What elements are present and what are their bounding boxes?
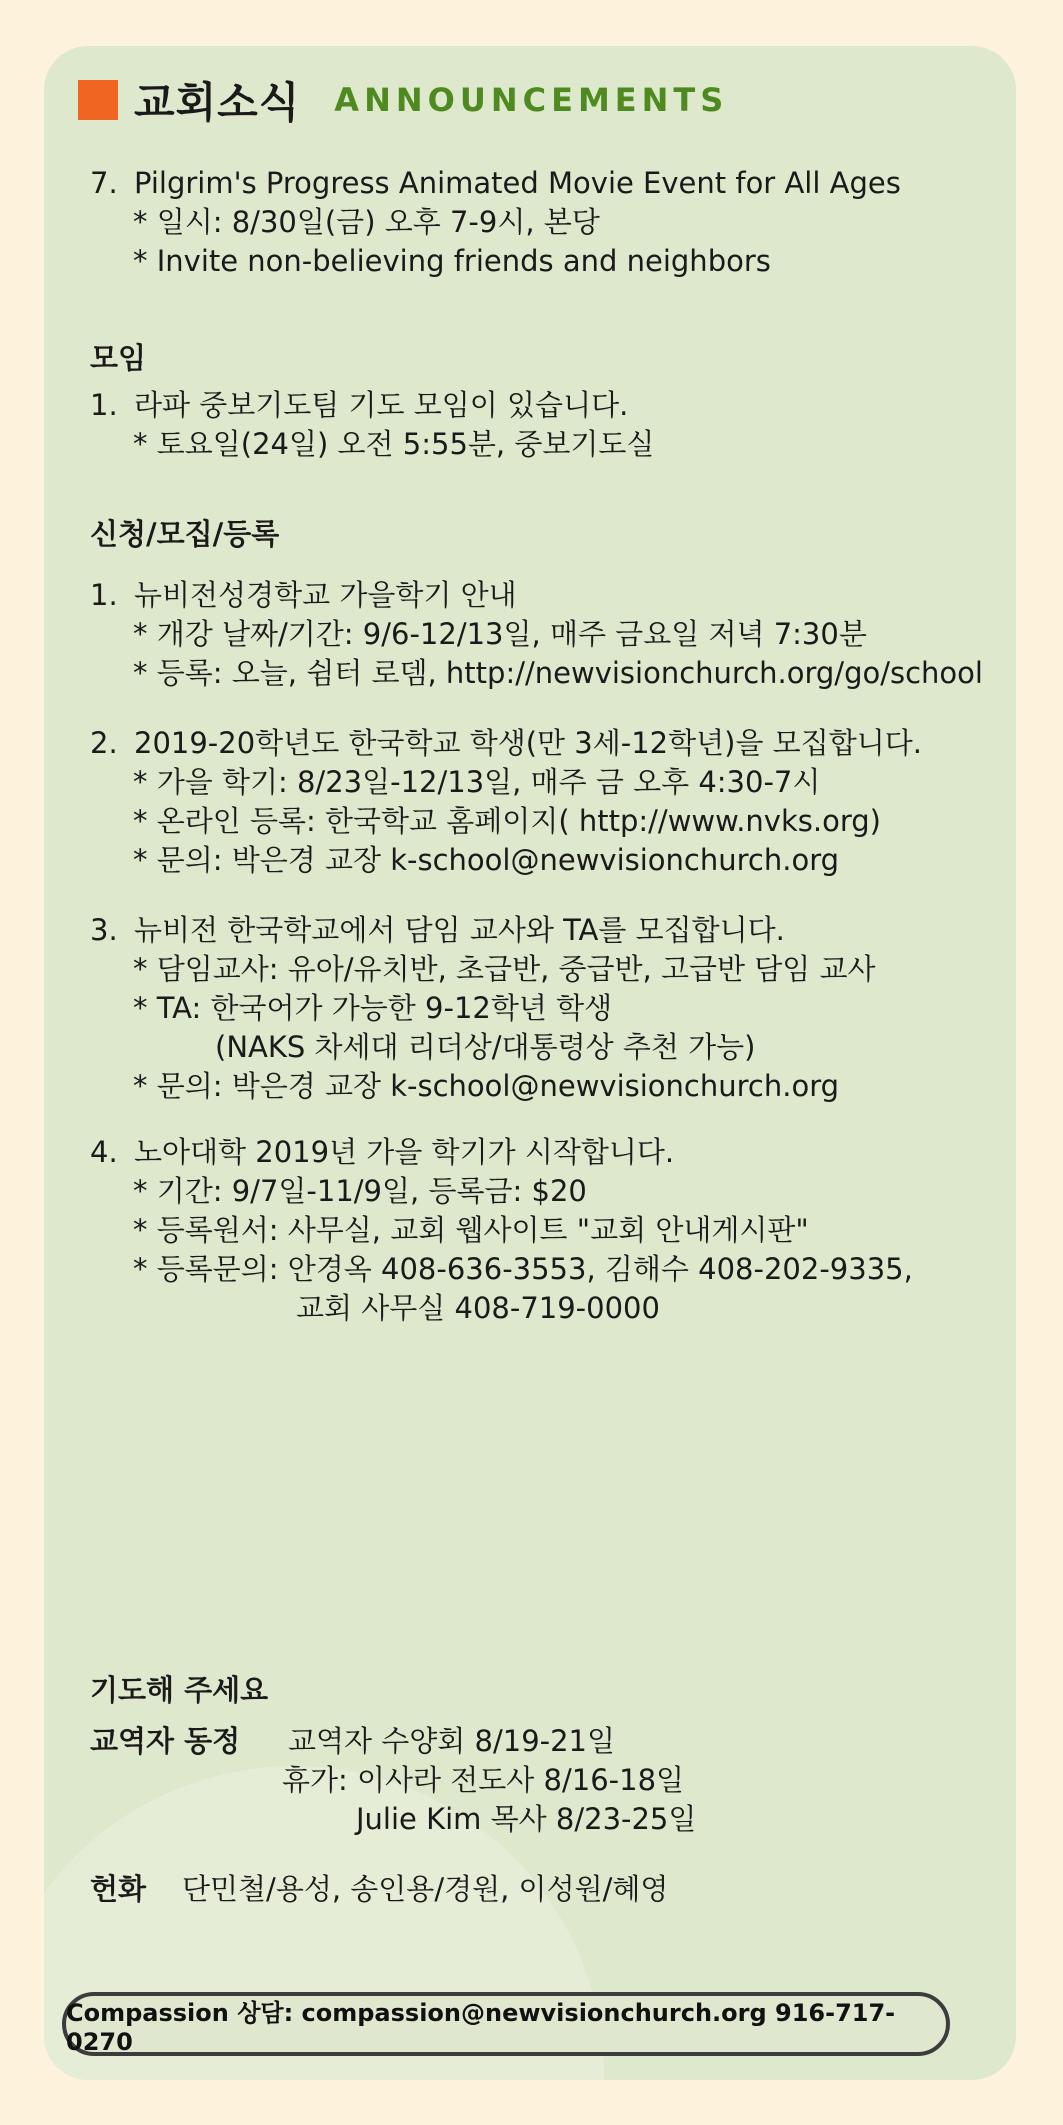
item-detail: * 개강 날짜/기간: 9/6-12/13일, 매주 금요일 저녁 7:30분 <box>133 617 867 651</box>
item-detail: * 문의: 박은경 교장 k-school@newvisionchurch.org <box>133 843 840 877</box>
signup-item-3 <box>90 911 876 1106</box>
item-detail: * 기간: 9/7일-11/9일, 등록금: $20 <box>133 1174 587 1208</box>
item-detail: * 문의: 박은경 교장 k-school@newvisionchurch.org <box>133 1069 840 1103</box>
pastor-news <box>90 1722 696 1839</box>
item-detail: * 토요일(24일) 오전 5:55분, 중보기도실 <box>133 427 655 461</box>
item-detail: (NAKS 차세대 리더상/대통령상 추천 가능) <box>215 1030 756 1064</box>
item-number: 3. <box>90 913 118 947</box>
item-detail: * Invite non-believing friends and neighbors <box>133 244 771 278</box>
item-number: 4. <box>90 1135 118 1169</box>
pastor-detail: Julie Kim 목사 8/23-25일 <box>356 1802 697 1836</box>
compassion-text: Compassion 상담: compassion@newvisionchurch.org 916-717-0270 <box>66 1998 896 2056</box>
item-title: Pilgrim's Progress Animated Movie Event for All Ages <box>134 166 901 200</box>
announcement-item-7 <box>90 164 901 281</box>
item-number: 7. <box>90 166 118 200</box>
header-title-kr: 교회소식 <box>134 78 301 127</box>
moim-item-1 <box>90 386 654 464</box>
section-header <box>78 70 728 130</box>
item-number: 1. <box>90 388 118 422</box>
item-number: 2. <box>90 726 118 760</box>
signup-item-1 <box>90 576 983 693</box>
item-title: 뉴비전성경학교 가을학기 안내 <box>134 578 517 612</box>
orange-square-icon <box>78 80 118 120</box>
signup-item-4 <box>90 1133 913 1328</box>
compassion-contact-banner <box>62 1992 950 2056</box>
item-detail: * 등록: 오늘, 쉼터 로뎀, http://newvisionchurch.org/go/school <box>133 656 983 690</box>
item-title: 노아대학 2019년 가을 학기가 시작합니다. <box>134 1135 675 1169</box>
pastor-detail: 교역자 수양회 8/19-21일 <box>288 1724 616 1758</box>
item-detail: * 일시: 8/30일(금) 오후 7-9시, 본당 <box>133 205 600 239</box>
flower-label: 헌화 <box>90 1872 147 1906</box>
signup-item-2 <box>90 724 922 880</box>
item-detail: * 등록문의: 안경옥 408-636-3553, 김해수 408-202-9335, <box>133 1252 913 1286</box>
header-title-en: ANNOUNCEMENTS <box>334 81 729 119</box>
section-heading-prayer: 기도해 주세요 <box>90 1673 269 1707</box>
announcements-card <box>44 46 1016 2080</box>
item-detail: * 담임교사: 유아/유치반, 초급반, 중급반, 고급반 담임 교사 <box>133 952 876 986</box>
item-detail: * TA: 한국어가 가능한 9-12학년 학생 <box>133 991 613 1025</box>
item-detail: * 온라인 등록: 한국학교 홈페이지( http://www.nvks.org) <box>133 804 881 838</box>
item-title: 라파 중보기도팀 기도 모임이 있습니다. <box>134 388 629 422</box>
item-detail: * 가을 학기: 8/23일-12/13일, 매주 금 오후 4:30-7시 <box>133 765 821 799</box>
flower-names: 단민철/용성, 송인용/경원, 이성원/혜영 <box>182 1872 669 1906</box>
item-number: 1. <box>90 578 118 612</box>
item-title: 뉴비전 한국학교에서 담임 교사와 TA를 모집합니다. <box>134 913 785 947</box>
pastor-label: 교역자 동정 <box>90 1724 241 1758</box>
section-heading-signup: 신청/모집/등록 <box>90 517 280 551</box>
item-detail: 교회 사무실 408-719-0000 <box>296 1291 660 1325</box>
item-detail: * 등록원서: 사무실, 교회 웹사이트 "교회 안내게시판" <box>133 1213 809 1247</box>
item-title: 2019-20학년도 한국학교 학생(만 3세-12학년)을 모집합니다. <box>134 726 922 760</box>
flower-offering <box>90 1870 668 1909</box>
section-heading-moim: 모임 <box>90 341 147 375</box>
pastor-detail: 휴가: 이사라 전도사 8/16-18일 <box>282 1763 685 1797</box>
